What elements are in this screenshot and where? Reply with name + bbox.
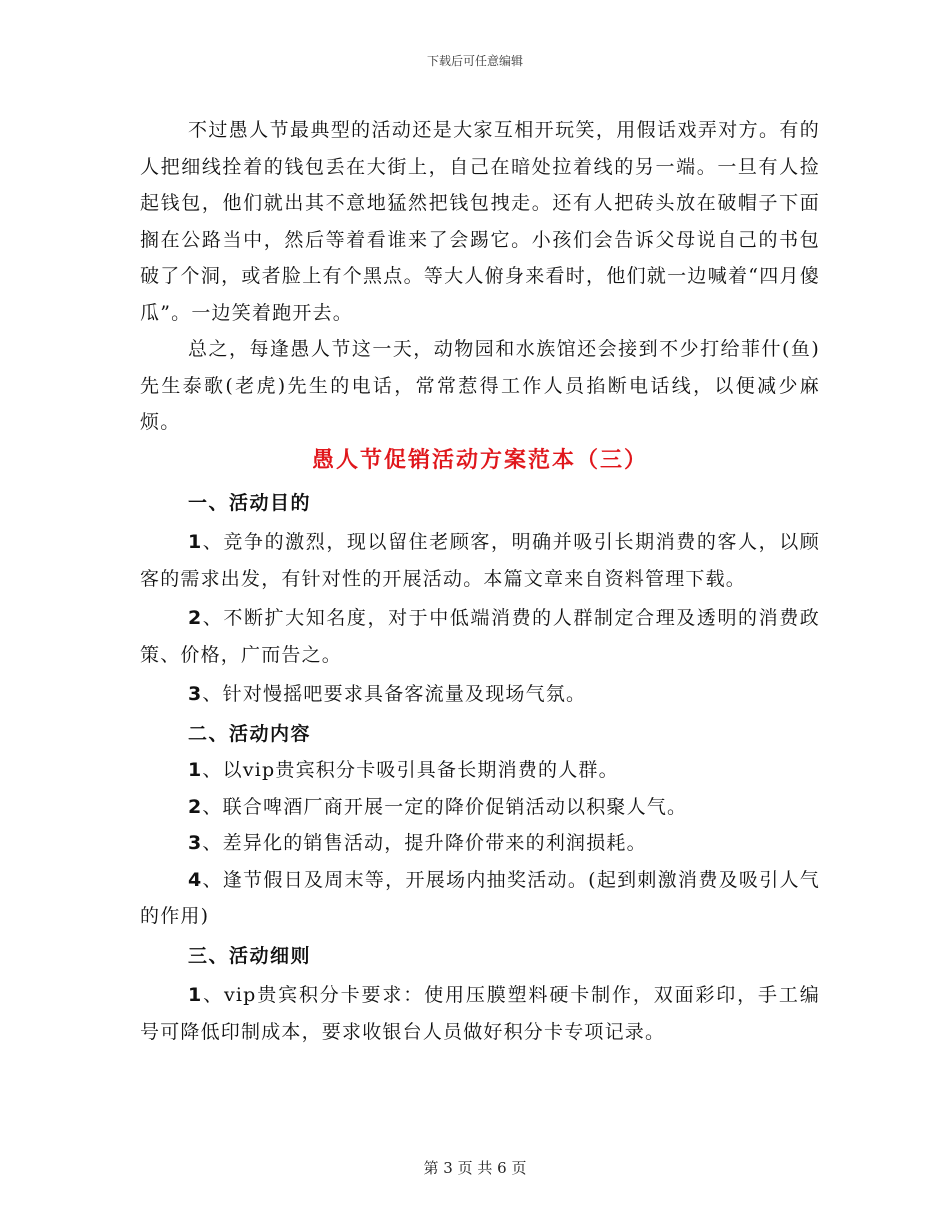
item-number: 2	[188, 607, 203, 629]
item-text: 、vip贵宾积分卡要求：使用压膜塑料硬卡制作，双面彩印，手工编号可降低印制成本，要求收银台人员做好积分卡专项记录。	[140, 984, 820, 1043]
heading-activity-content: 二、活动内容	[188, 722, 312, 745]
item-number: 3	[188, 832, 203, 854]
item-text: 、针对慢摇吧要求具备客流量及现场气氛。	[202, 683, 587, 705]
page-header: 下载后可任意编辑	[426, 54, 523, 68]
item-text: 、不断扩大知名度，对于中低端消费的人群制定合理及透明的消费政策、价格，广而告之。	[140, 607, 820, 666]
item-text: 、差异化的销售活动，提升降价带来的利润损耗。	[202, 832, 647, 854]
item-number: 2	[188, 795, 203, 818]
list-item	[140, 752, 820, 789]
item-text: 、竞争的激烈，现以留住老顾客，明确并吸引长期消费的客人，以顾客的需求出发，有针对性的开展活动。本篇文章来自资料管理下载。	[140, 531, 820, 590]
item-text: 、逢节假日及周末等，开展场内抽奖活动。(起到刺激消费及吸引人气的作用)	[140, 868, 820, 927]
section-title: 愚人节促销活动方案范本（三）	[311, 447, 648, 473]
list-item	[140, 977, 820, 1050]
list-item	[140, 676, 820, 713]
item-number: 1	[188, 531, 203, 553]
item-text: 、以vip贵宾积分卡吸引具备长期消费的人群。	[202, 759, 619, 781]
heading-activity-rules: 三、活动细则	[188, 944, 312, 967]
list-item	[140, 524, 820, 597]
list-item	[140, 862, 820, 935]
item-number: 1	[188, 759, 203, 781]
list-item	[140, 600, 820, 673]
item-number: 4	[188, 868, 203, 891]
paragraph-summary: 总之，每逢愚人节这一天，动物园和水族馆还会接到不少打给菲什(鱼)先生泰歌(老虎)先生的电话，常常惹得工作人员掐断电话线，以便减少麻烦。	[140, 338, 820, 433]
page-footer: 第 3 页 共 6 页	[423, 1159, 527, 1177]
list-item	[140, 825, 820, 862]
item-text: 、联合啤酒厂商开展一定的降价促销活动以积聚人气。	[202, 795, 688, 818]
list-item	[140, 789, 820, 826]
heading-activity-purpose: 一、活动目的	[188, 491, 312, 514]
paragraph-pranks: 不过愚人节最典型的活动还是大家互相开玩笑，用假话戏弄对方。有的人把细线拴着的钱包丢在大街上，自己在暗处拉着线的另一端。一旦有人捡起钱包，他们就出其不意地猛然把钱包拽走。还有人把砖头放在破帽子下面搁在公路当中，然后等着看谁来了会踢它。小孩们会告诉父母说自己的书包破了个洞，或者脸上有个黑点。等大人俯身来看时，他们就一边喊着“四月傻瓜”。一边笑着跑开去。	[140, 119, 820, 324]
document-body	[140, 112, 820, 1050]
item-number: 1	[188, 984, 203, 1006]
item-number: 3	[188, 683, 203, 705]
